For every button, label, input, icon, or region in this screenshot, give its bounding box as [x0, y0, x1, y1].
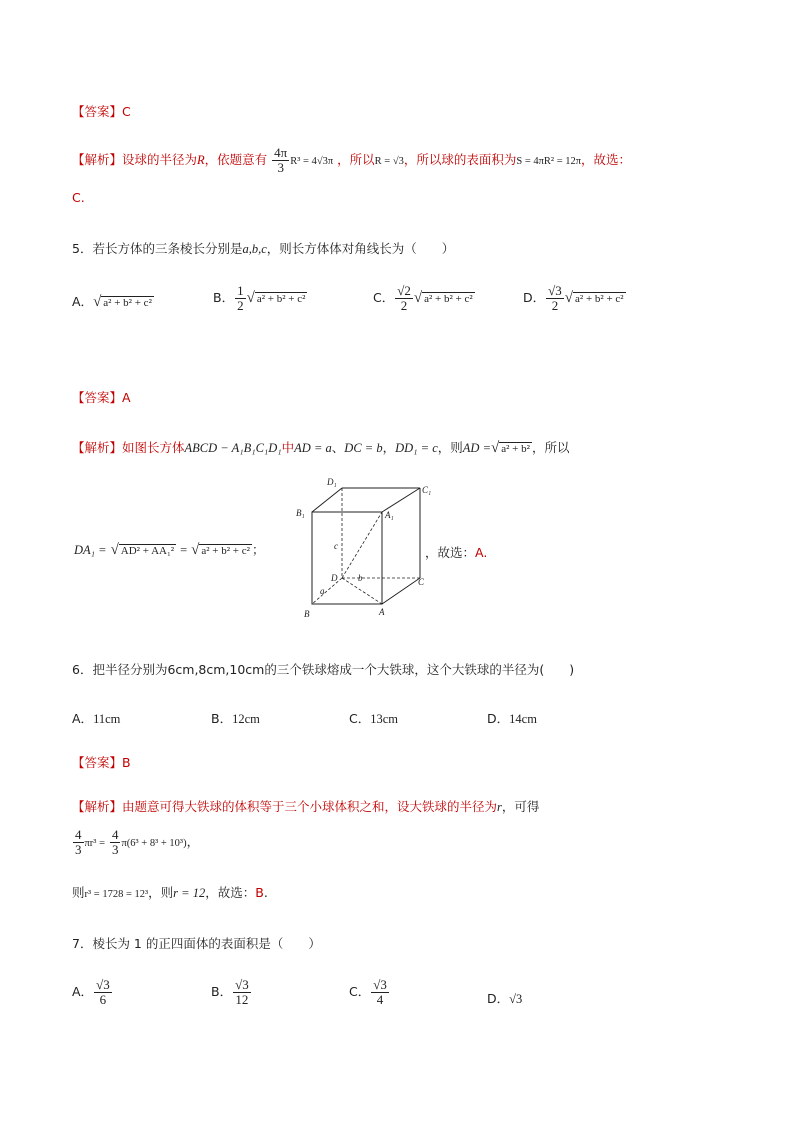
analysis-text: ，故选： [581, 152, 632, 167]
label-d: D [331, 573, 338, 583]
q4-analysis [72, 146, 631, 175]
analysis-label: 【解析】 [72, 152, 123, 167]
q6-answer [72, 753, 131, 771]
answer-value: A. [475, 545, 488, 560]
q6-option-a[interactable] [72, 709, 120, 727]
answer-value: A [122, 390, 131, 405]
option-label: A． [72, 711, 94, 726]
option-label: C． [349, 711, 371, 726]
radicand: a² + b² + c² [103, 297, 152, 309]
question-text: ，则长方体体对角线长为（ ） [266, 241, 455, 256]
radicand: a² + b² + c² [201, 545, 250, 557]
analysis-text: ，依题意有 [204, 152, 268, 167]
analysis-text: ，故选： [425, 545, 476, 560]
fraction: $\frac{1}{2}$ [237, 283, 244, 313]
option-value: 11cm [93, 712, 121, 726]
radicand: a² + b² + c² [256, 293, 306, 305]
q7-option-a[interactable] [72, 978, 113, 1007]
label-a1: A₁ [385, 510, 394, 520]
label-c1: C₁ [422, 485, 432, 495]
fraction: $\frac{√3}{4}$ [373, 977, 387, 1007]
label-c: C [418, 577, 425, 587]
option-label: B． [211, 984, 233, 999]
q5-da1-equation: DA₁ = √ AD² + AA₁² = √ a² + b² + c² ； [74, 542, 265, 558]
label-b1: B₁ [296, 508, 305, 518]
equation: r³ = 1728 = 12³ [84, 889, 149, 900]
equation: R = √3 [374, 156, 404, 167]
q5-option-d[interactable]: D． $\frac{√3}{2}$ √ a² + b² + c² [523, 283, 624, 313]
equation: DA₁ = [74, 543, 107, 557]
equation: AD = a [294, 441, 332, 455]
answer-value: B [122, 755, 131, 770]
analysis-text: 如图长方体 [122, 440, 185, 455]
analysis-text: 中 [281, 440, 295, 455]
option-label: D． [523, 290, 546, 305]
q7-option-d[interactable] [487, 989, 522, 1007]
equation: r = 12 [173, 886, 206, 900]
option-label: C． [373, 290, 395, 305]
q5-option-c[interactable]: C． $\frac{√2}{2}$ √ a² + b² + c² [373, 283, 473, 313]
analysis-text: ，所以 [337, 152, 375, 167]
box-name: ABCD − A₁B₁C₁D₁ [184, 441, 282, 455]
var-r: R [197, 153, 205, 167]
q6-conclusion [72, 883, 268, 901]
equation: DC = b [344, 441, 383, 455]
equation: = [180, 543, 188, 557]
option-label: A． [72, 294, 94, 309]
q7-option-c[interactable] [349, 978, 390, 1007]
q7-stem: 7．棱长为 1 的正四面体的表面积是（ ） [72, 936, 321, 951]
analysis-text: ，所以 [531, 440, 570, 455]
question-text: 5．若长方体的三条棱长分别是 [72, 241, 243, 256]
option-value: 13cm [370, 712, 399, 726]
q5-option-a[interactable]: A．√ a² + b² + c² [72, 294, 152, 310]
option-value: √3 [509, 992, 523, 1006]
option-value: 12cm [232, 712, 260, 726]
option-label: D． [487, 711, 510, 726]
answer-label: 【答案】 [72, 104, 123, 119]
q5-option-b[interactable]: B． $\frac{1}{2}$ √ a² + b² + c² [213, 283, 306, 313]
option-value: 14cm [509, 712, 537, 726]
label-b: B [304, 609, 310, 619]
option-label: A． [72, 984, 94, 999]
separator: 、 [331, 440, 345, 455]
analysis-text: ，则 [437, 440, 463, 455]
separator: ； [251, 542, 265, 557]
q6-option-b[interactable] [211, 709, 260, 727]
fraction: $\frac{4}{3}$ [75, 827, 82, 857]
q5-stem [72, 239, 454, 257]
q7-option-b[interactable] [211, 978, 252, 1007]
equation: AD = [462, 441, 492, 455]
option-label: D． [487, 991, 510, 1006]
analysis-label: 【解析】 [72, 799, 123, 814]
answer-value: C [122, 104, 131, 119]
q5-analysis: 【解析】如图长方体ABCD − A₁B₁C₁D₁中AD = a、DC = b，DD₁ = c，则AD =√ a² + b² ，所以 [72, 440, 570, 456]
label-edge-c: c [334, 541, 338, 551]
separator: ， [186, 834, 200, 849]
var-r: r [497, 800, 502, 814]
analysis-label: 【解析】 [72, 440, 123, 455]
q6-stem: 6．把半径分别为6cm,8cm,10cm的三个铁球熔成一个大铁球，这个大铁球的半径为( ) [72, 662, 575, 677]
equation: π(6³ + 8³ + 10³) [121, 838, 187, 849]
answer-label: 【答案】 [72, 390, 123, 405]
separator: ， [382, 440, 396, 455]
label-edge-a: a [320, 586, 325, 596]
radicand: AD² + AA₁² [120, 545, 175, 557]
q6-volume-equation [72, 828, 199, 857]
analysis-text: ，则 [148, 885, 174, 900]
label-edge-b: b [358, 573, 363, 583]
equation: πr³ = [84, 838, 105, 849]
equation: R³ = 4√3π [290, 156, 334, 167]
q6-analysis [72, 797, 539, 815]
answer-label: 【答案】 [72, 755, 123, 770]
fraction: $\frac{√3}{2}$ [548, 283, 562, 313]
q4-conclusion: C. [72, 190, 85, 205]
fraction: $\frac{4}{3}$ [111, 827, 119, 857]
equation: S = 4πR² = 12π [516, 156, 582, 167]
equation: DD₁ = c [395, 441, 438, 455]
radicand: a² + b² + c² [424, 293, 473, 305]
analysis-text: 则 [72, 885, 85, 900]
question-vars: a,b,c [242, 242, 267, 256]
option-label: C． [349, 984, 371, 999]
radicand: a² + b² [501, 443, 530, 455]
analysis-text: ，所以球的表面积为 [403, 152, 517, 167]
q5-answer [72, 388, 131, 406]
option-label: B． [211, 711, 233, 726]
analysis-text: ，故选： [205, 885, 256, 900]
q6-option-d[interactable] [487, 709, 537, 727]
answer-value: B [255, 885, 264, 900]
analysis-text: 由题意可得大铁球的体积等于三个小球体积之和，设大铁球的半径为 [122, 799, 498, 814]
analysis-text: 设球的半径为 [122, 152, 198, 167]
label-d1: D₁ [327, 477, 337, 487]
label-a: A [379, 607, 385, 617]
q4-answer [72, 102, 131, 120]
fraction: $\frac{√3}{6}$ [96, 977, 110, 1007]
option-label: B． [213, 290, 235, 305]
radicand: a² + b² + c² [575, 293, 624, 305]
analysis-text: ，可得 [501, 799, 540, 814]
separator: . [263, 885, 268, 900]
cuboid-figure [290, 474, 440, 622]
fraction: $\frac{4\pi}{3}$ [274, 145, 288, 175]
fraction: $\frac{√2}{2}$ [397, 283, 411, 313]
q6-option-c[interactable] [349, 709, 398, 727]
fraction: $\frac{√3}{12}$ [235, 977, 249, 1007]
